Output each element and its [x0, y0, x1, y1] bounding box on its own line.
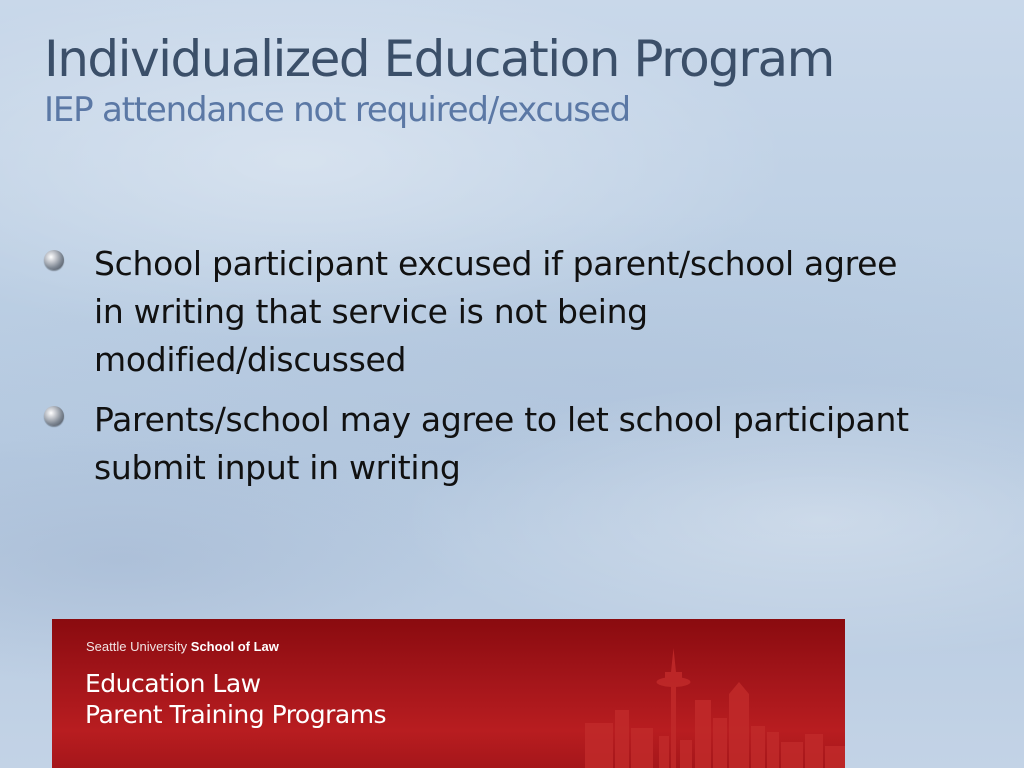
slide-title: Individualized Education Program: [44, 30, 834, 88]
bullet-text: School participant excused if parent/school agree in writing that service is not being modified/discussed: [94, 244, 898, 379]
bullet-item: [44, 396, 924, 492]
seattle-skyline-icon: [585, 638, 845, 768]
footer-banner: [52, 619, 845, 768]
banner-school-name: [86, 639, 279, 654]
banner-school: School of Law: [190, 639, 279, 654]
bullet-dot-icon: [44, 250, 64, 270]
title-block: [44, 28, 1004, 130]
bullet-dot-icon: [44, 406, 64, 426]
bullet-list: [44, 240, 924, 504]
slide-subtitle: IEP attendance not required/excused: [44, 90, 630, 130]
banner-program-line2: Parent Training Programs: [85, 700, 387, 729]
banner-program-line1: Education Law: [85, 669, 261, 698]
banner-university: Seattle University: [86, 639, 188, 654]
bullet-item: [44, 240, 924, 384]
bullet-text: Parents/school may agree to let school participant submit input in writing: [94, 400, 909, 487]
